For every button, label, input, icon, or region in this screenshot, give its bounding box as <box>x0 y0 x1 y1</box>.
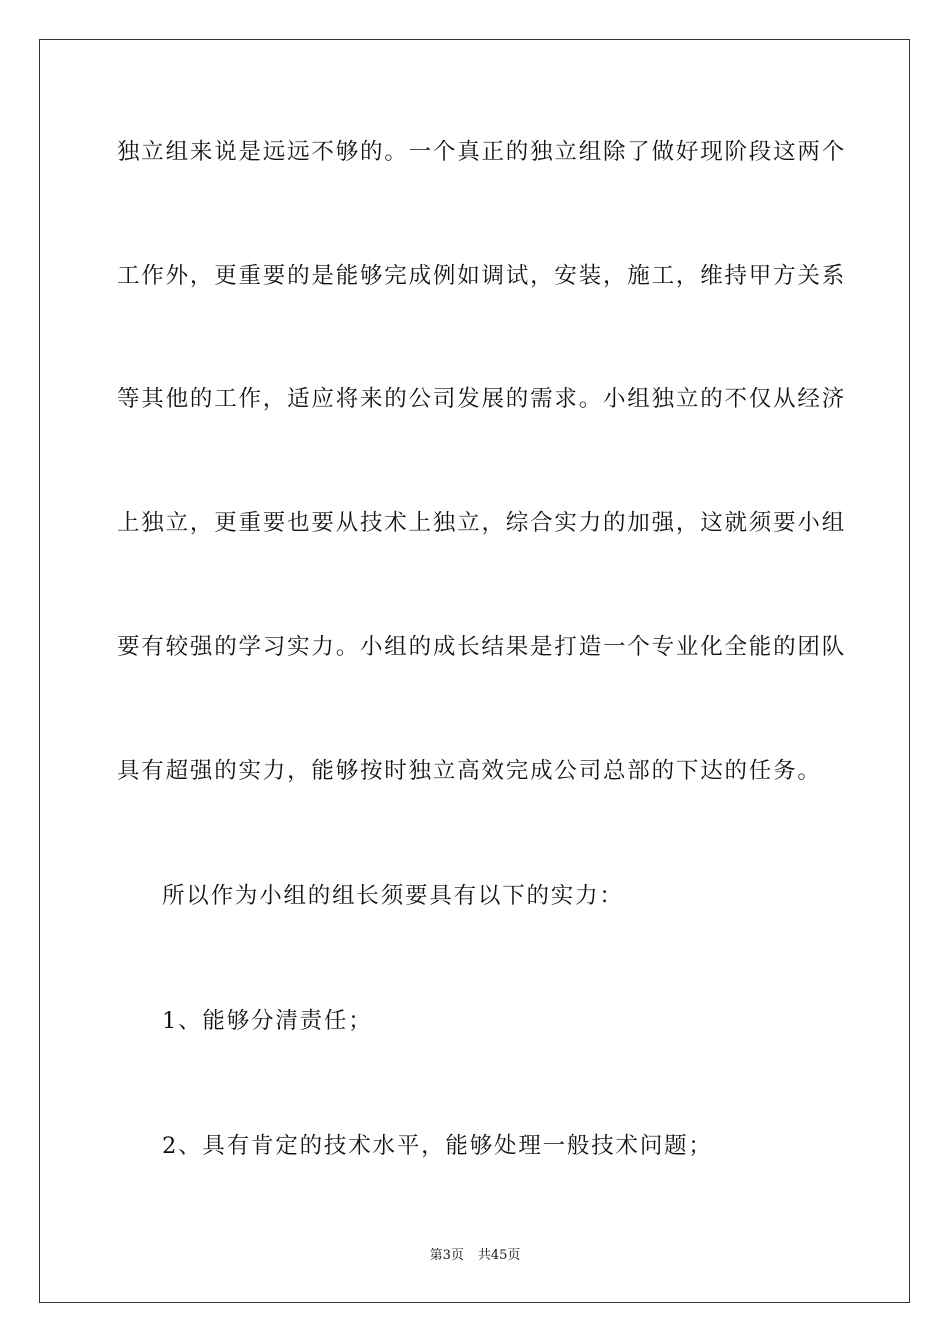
page-border <box>39 39 910 1303</box>
page-number: 第3页 <box>429 1248 464 1263</box>
paragraph-line: 上独立，更重要也要从技术上独立，综合实力的加强，这就须要小组 <box>117 510 847 536</box>
paragraph-line: 独立组来说是远远不够的。一个真正的独立组除了做好现阶段这两个 <box>117 139 847 165</box>
paragraph-line: 要有较强的学习实力。小组的成长结果是打造一个专业化全能的团队 <box>117 634 847 660</box>
paragraph-line: 具有超强的实力，能够按时独立高效完成公司总部的下达的任务。 <box>117 758 822 784</box>
paragraph-line: 工作外，更重要的是能够完成例如调试，安装，施工，维持甲方关系 <box>117 263 847 289</box>
list-item: 2、具有肯定的技术水平，能够处理一般技术问题； <box>162 1133 713 1159</box>
lead-in-line: 所以作为小组的组长须要具有以下的实力： <box>162 883 624 909</box>
paragraph-line: 等其他的工作，适应将来的公司发展的需求。小组独立的不仅从经济 <box>117 386 847 412</box>
page-total: 共45页 <box>477 1248 521 1263</box>
list-item: 1、能够分清责任； <box>162 1008 373 1034</box>
page-footer <box>0 1247 950 1265</box>
